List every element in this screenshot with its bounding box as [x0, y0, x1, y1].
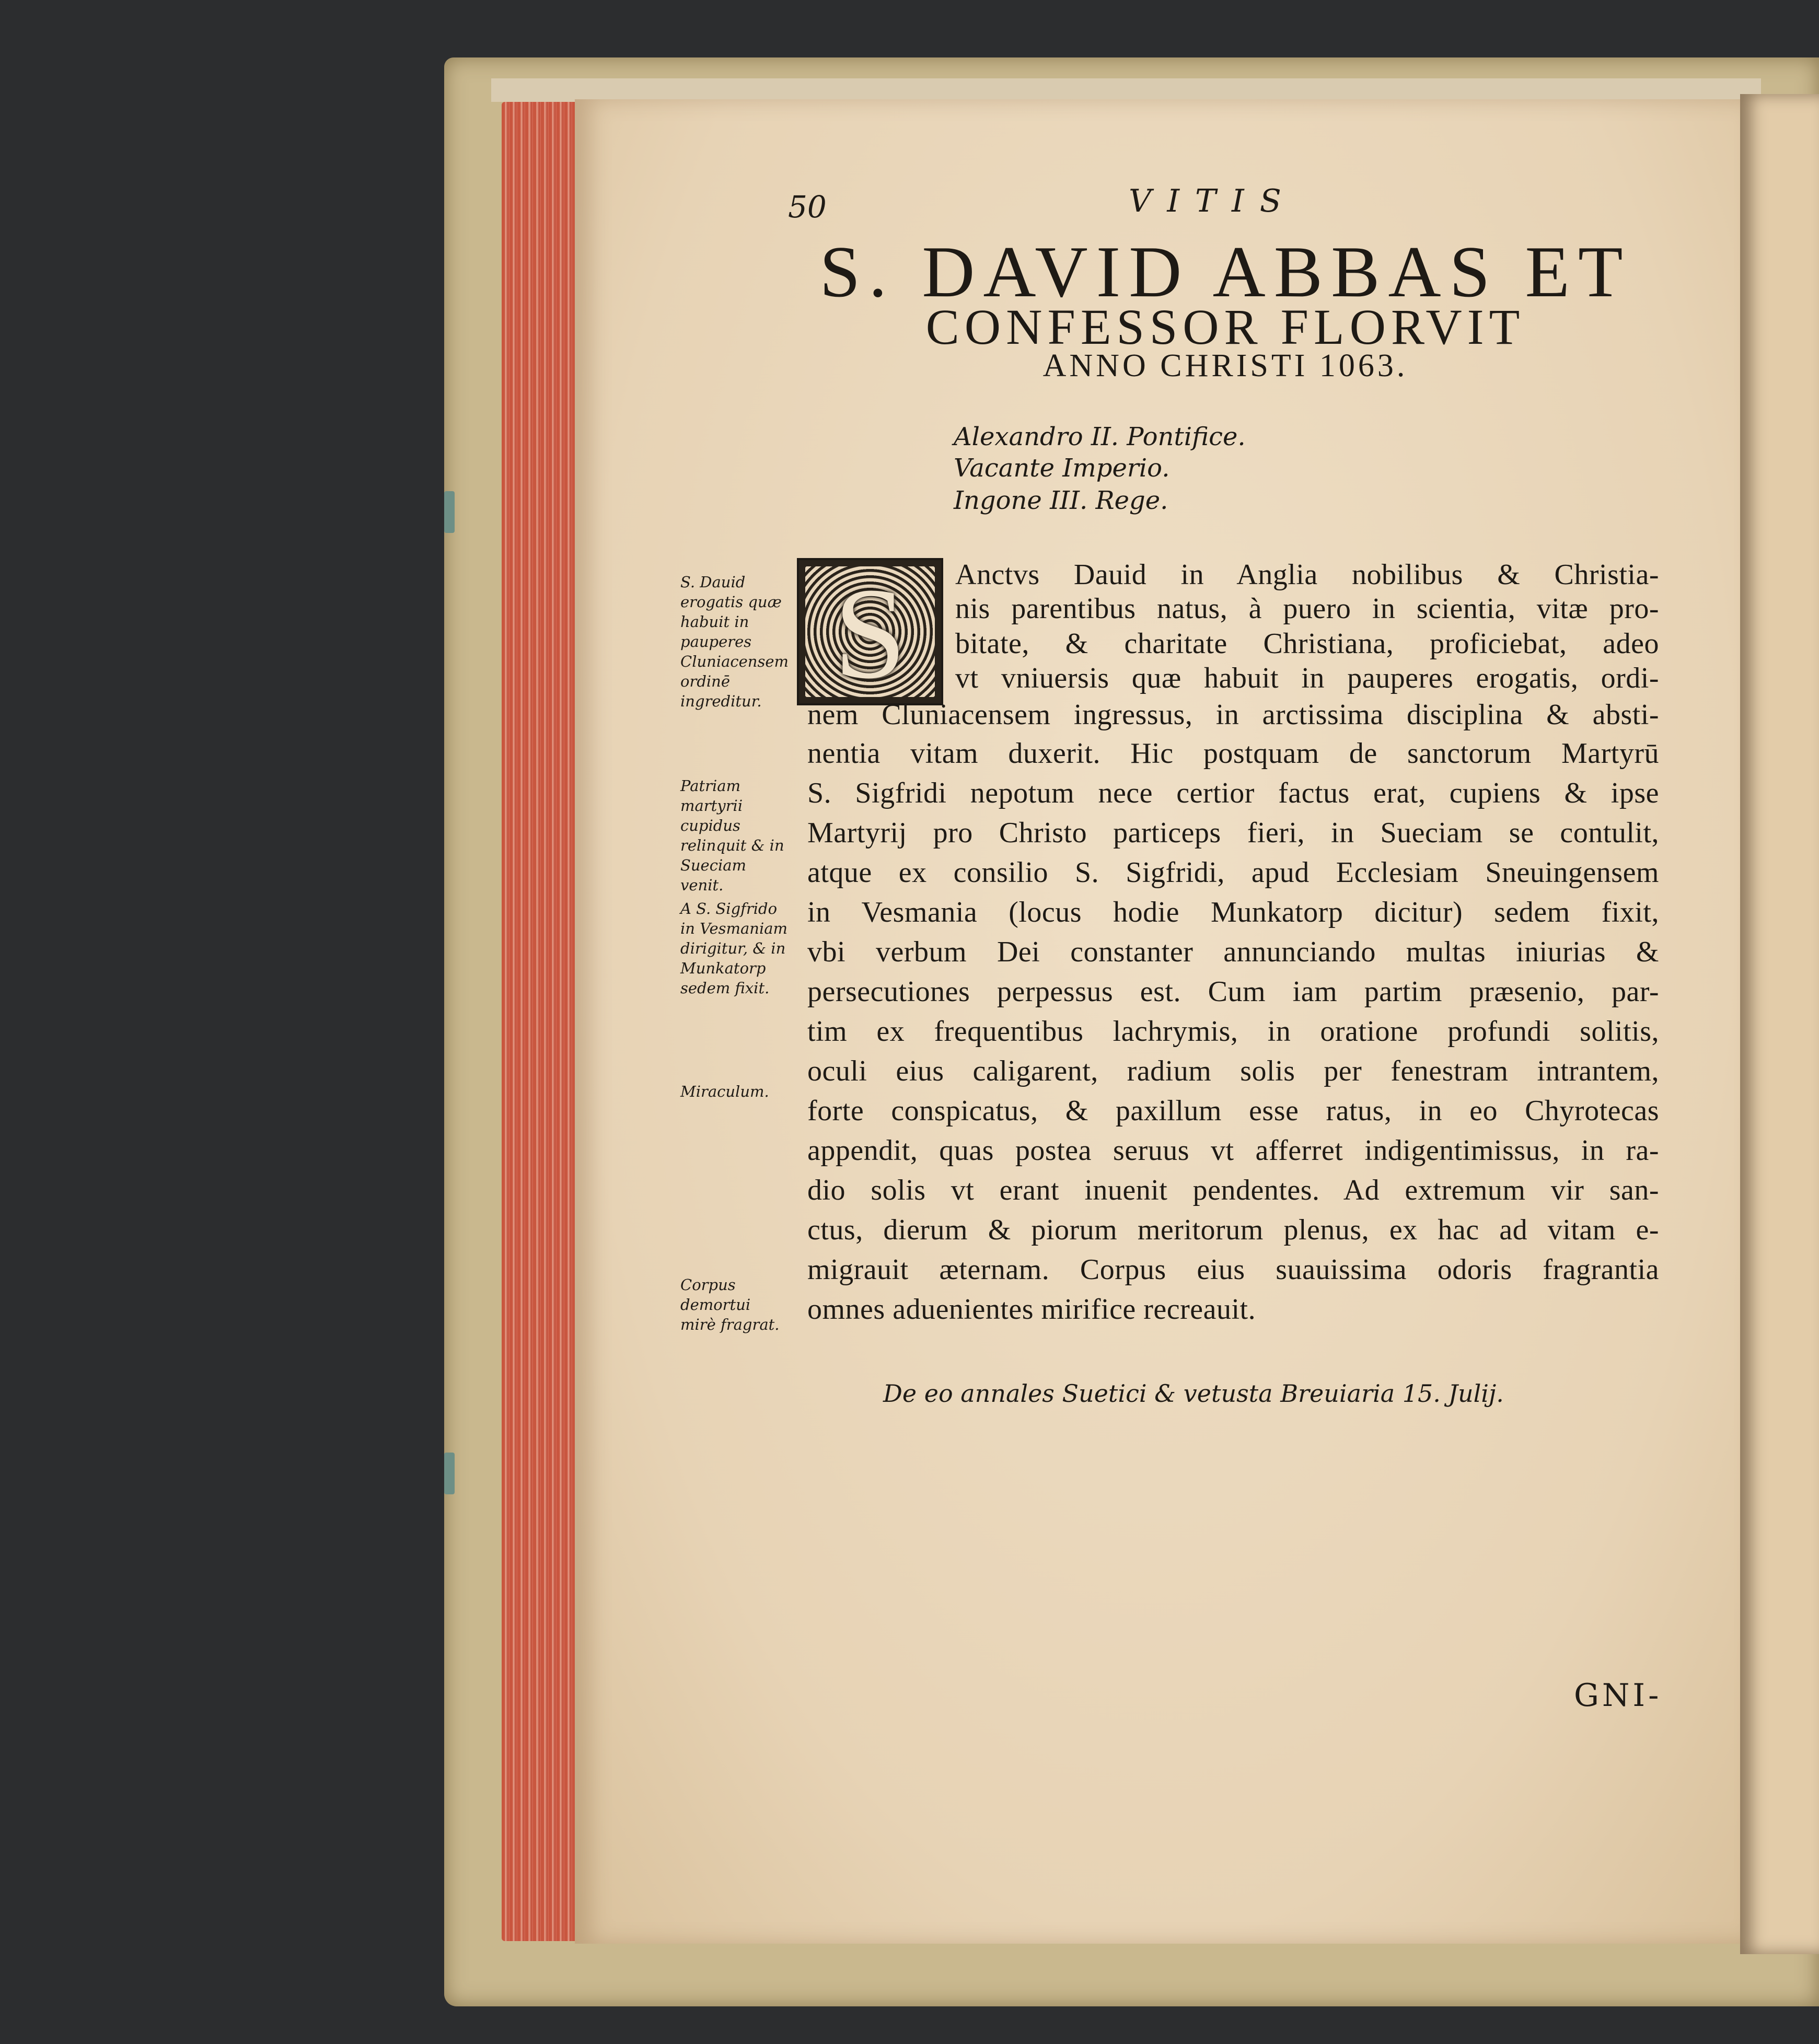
body-line: atque ex consilio S. Sigfridi, apud Ecclesiam Sneuingensem — [807, 856, 1659, 889]
body-line: dio solis vt erant inuenit pendentes. Ad extremum vir san- — [807, 1174, 1659, 1206]
running-head: VITIS — [1129, 183, 1297, 219]
page-title-line-1: S. DAVID ABBAS ET — [819, 231, 1631, 312]
facing-page-edge — [1740, 94, 1819, 1954]
margin-note: Miraculum. — [680, 1083, 769, 1100]
body-line: nentia vitam duxerit. Hic postquam de sanctorum Martyrū — [807, 737, 1659, 770]
body-line: Anctvs Dauid in Anglia nobilibus & Christia- — [955, 559, 1659, 591]
margin-note: A S. Sigfrido in Vesmaniam dirigitur, & in Munkatorp sedem fixit. — [680, 900, 788, 997]
page-number: 50 — [788, 189, 827, 225]
body-line: tim ex frequentibus lachrymis, in oratione profundi solitis, — [807, 1015, 1659, 1048]
body-line: S. Sigfridi nepotum nece certior factus erat, cupiens & ipse — [807, 777, 1659, 809]
body-line: appendit, quas postea seruus vt afferret indigentimissus, in ra- — [807, 1134, 1659, 1167]
body-line: ctus, dierum & piorum meritorum plenus, ex hac ad vitam e- — [807, 1214, 1659, 1246]
body-line: forte conspicatus, & paxillum esse ratus, in eo Chyrotecas — [807, 1095, 1659, 1127]
margin-note: Corpus demortui mirè fragrat. — [680, 1276, 780, 1333]
body-line: nem Cluniacensem ingressus, in arctissima disciplina & absti- — [807, 699, 1659, 731]
ornamental-initial — [797, 558, 943, 705]
margin-note: S. Dauid erogatis quæ habuit in pauperes Cluniacensem ordinē ingreditur. — [680, 573, 789, 710]
body-line: oculi eius caligarent, radium solis per fenestram intrantem, — [807, 1055, 1659, 1087]
page-block-top-edge — [491, 78, 1761, 102]
body-line: bitate, & charitate Christiana, proficiebat, adeo — [955, 628, 1659, 660]
body-line: vbi verbum Dei constanter annunciando multas iniurias & — [807, 936, 1659, 968]
body-line: migrauit æternam. Corpus eius suauissima odoris fragrantia — [807, 1253, 1659, 1286]
binding-tie — [444, 491, 455, 533]
body-line: persecutiones perpessus est. Cum iam partim præsenio, par- — [807, 975, 1659, 1008]
body-line: vt vniuersis quæ habuit in pauperes erogatis, ordi- — [955, 662, 1659, 694]
source-reference: De eo annales Suetici & vetusta Breuiaria 15. Julij. — [883, 1379, 1504, 1408]
body-line: omnes aduenientes mirifice recreauit. — [807, 1293, 1256, 1326]
body-line: in Vesmania (locus hodie Munkatorp dicitur) sedem fixit, — [807, 896, 1659, 928]
margin-note: Patriam martyrii cupidus relinquit & in Sueciam venit. — [680, 777, 784, 894]
drop-cap-letter: S — [833, 561, 907, 705]
catchword-visible: GNI- — [1574, 1677, 1662, 1714]
page-title-line-2: CONFESSOR FLORVIT — [925, 299, 1525, 355]
era-rex: Ingone III. Rege. — [954, 486, 1168, 515]
era-pontifex: Alexandro II. Pontifice. — [954, 422, 1246, 451]
body-line: nis parentibus natus, à puero in scientia, vitæ pro- — [955, 593, 1659, 625]
era-imperium: Vacante Imperio. — [954, 454, 1170, 483]
body-line: Martyrij pro Christo particeps fieri, in Sueciam se contulit, — [807, 817, 1659, 849]
page-title-line-3: ANNO CHRISTI 1063. — [1042, 348, 1408, 384]
binding-tie — [444, 1453, 455, 1494]
